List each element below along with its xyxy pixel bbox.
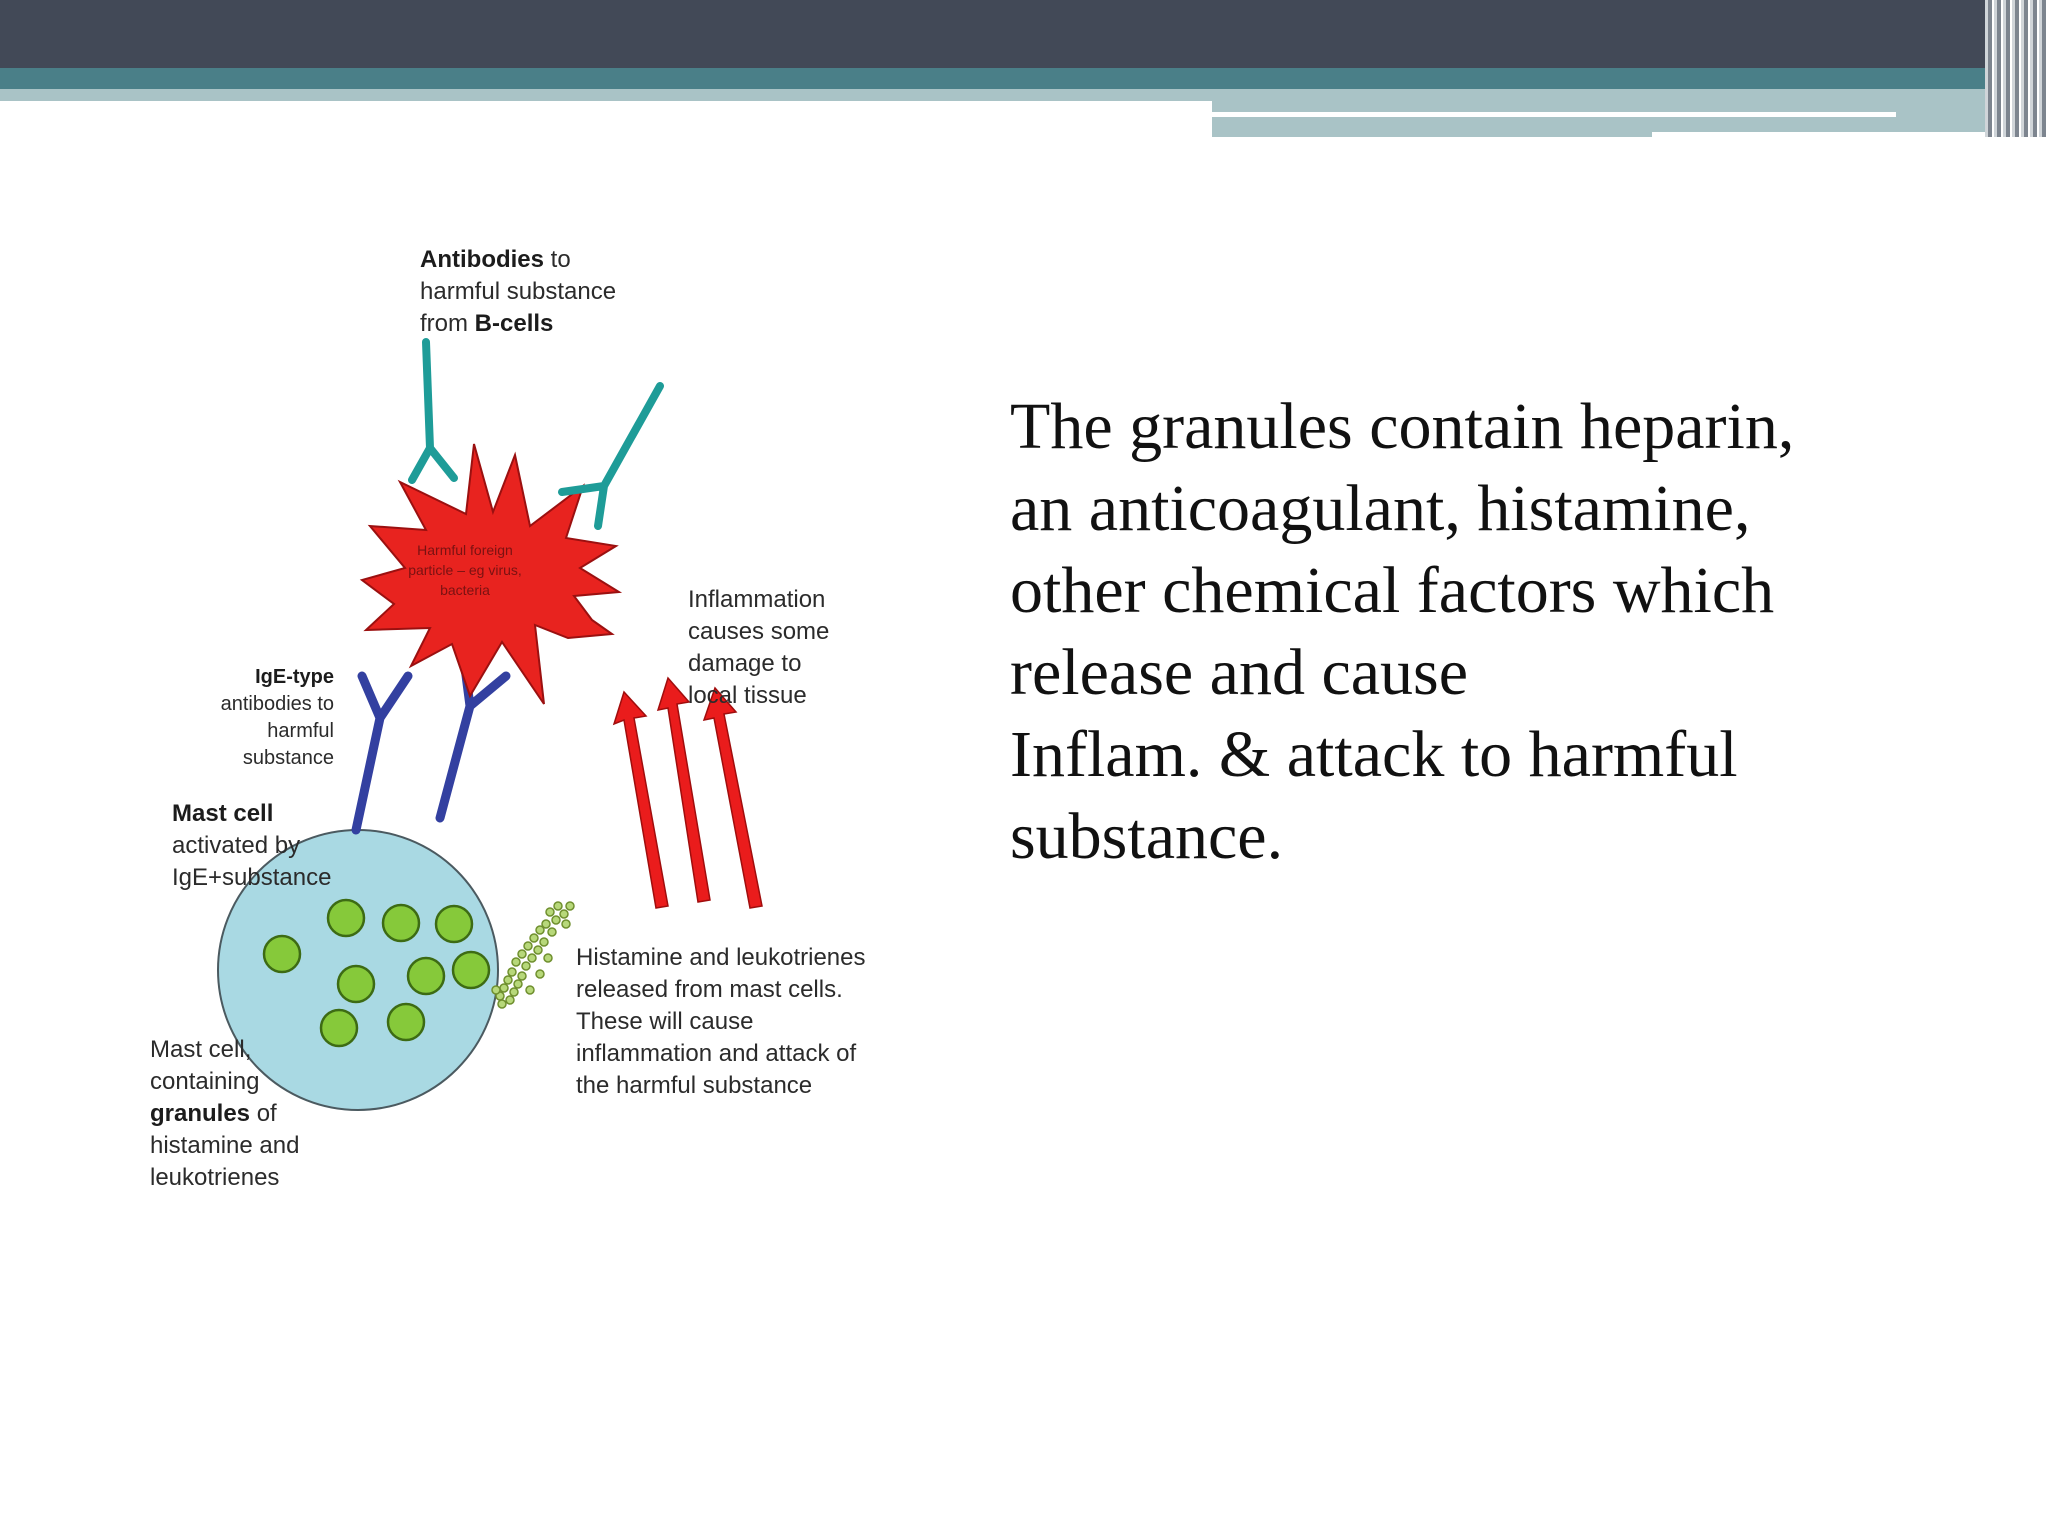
histamine-label-line: the harmful substance	[576, 1072, 813, 1099]
ige-antibodies	[356, 660, 506, 830]
inflammation-label-line: damage to	[688, 650, 802, 677]
inflammation-arrow	[704, 688, 762, 908]
antibodies-label-suffix: to	[544, 246, 571, 273]
header-right-line-short	[1652, 132, 2012, 138]
mast-containing-line: leukotrienes	[150, 1164, 280, 1191]
antibodies-label-line: harmful substance	[420, 278, 617, 305]
antibodies-label-bcells: B-cells	[474, 310, 554, 337]
histamine-label-line: These will cause	[576, 1008, 754, 1035]
granule	[321, 1010, 357, 1046]
body-line: Inflam. & attack to harmful	[1010, 718, 1738, 791]
particle-label	[365, 540, 565, 600]
granule	[453, 952, 489, 988]
granule	[264, 936, 300, 972]
mast-containing-bold: granules	[150, 1100, 251, 1127]
teal-antibody-left	[412, 342, 454, 480]
mast-containing-line: containing	[150, 1068, 260, 1095]
granule	[328, 900, 364, 936]
mast-activated-line: IgE+substance	[172, 864, 332, 891]
body-line: substance.	[1010, 800, 1284, 873]
particle-label-line: bacteria	[440, 582, 490, 598]
inflammation-arrows	[614, 678, 762, 908]
header-right-line	[1212, 112, 1896, 117]
inflammation-label-line: Inflammation	[688, 586, 826, 613]
b-cell-antibodies	[412, 342, 660, 526]
histamine-label-line: Histamine and leukotrienes	[576, 944, 866, 971]
mast-cell-granules-label	[150, 1034, 299, 1194]
antibodies-label-prefix: from	[420, 310, 475, 337]
ige-label-line: antibodies to	[220, 693, 334, 715]
granule	[338, 966, 374, 1002]
granule	[383, 905, 419, 941]
ige-label-bold: IgE-type	[255, 666, 334, 688]
body-line: an anticoagulant, histamine,	[1010, 472, 1751, 545]
histamine-label-line: released from mast cells.	[576, 976, 843, 1003]
inflammation-label-line: local tissue	[688, 682, 807, 709]
header-dark-bar	[0, 0, 2048, 68]
histamine-label-line: inflammation and attack of	[576, 1040, 857, 1067]
inflammation-label-line: causes some	[688, 618, 830, 645]
granule	[436, 906, 472, 942]
mast-activated-line: activated by	[172, 832, 301, 859]
mast-containing-line: histamine and	[150, 1132, 300, 1159]
slide-body-text	[1010, 386, 2010, 878]
mast-cell-activated-label	[172, 798, 331, 894]
histamine-label	[576, 942, 866, 1102]
ige-label-line: harmful	[267, 720, 334, 742]
antibodies-label	[420, 244, 616, 340]
particle-label-line: particle – eg virus,	[408, 562, 522, 578]
ige-antibody-left	[356, 676, 408, 830]
body-line: The granules contain heparin,	[1010, 390, 1795, 463]
ige-label-line: substance	[242, 747, 334, 769]
mast-containing-suffix: of	[250, 1100, 277, 1127]
ige-label	[170, 664, 334, 772]
body-line: other chemical factors which	[1010, 554, 1775, 627]
body-line: release and cause	[1010, 636, 1469, 709]
granule	[388, 1004, 424, 1040]
particle-label-line: Harmful foreign	[417, 542, 513, 558]
inflammation-label	[688, 584, 829, 712]
header-light-bar	[0, 89, 1212, 101]
antibodies-label-bold: Antibodies	[420, 246, 544, 273]
header-teal-bar	[0, 68, 2048, 89]
granule	[408, 958, 444, 994]
released-histamine-dots	[492, 902, 574, 1008]
inflammation-arrow	[614, 692, 668, 908]
mast-cell-diagram	[130, 230, 930, 1210]
header-stripes	[1985, 0, 2048, 137]
mast-activated-bold: Mast cell	[172, 800, 274, 827]
mast-containing-line: Mast cell,	[150, 1036, 252, 1063]
